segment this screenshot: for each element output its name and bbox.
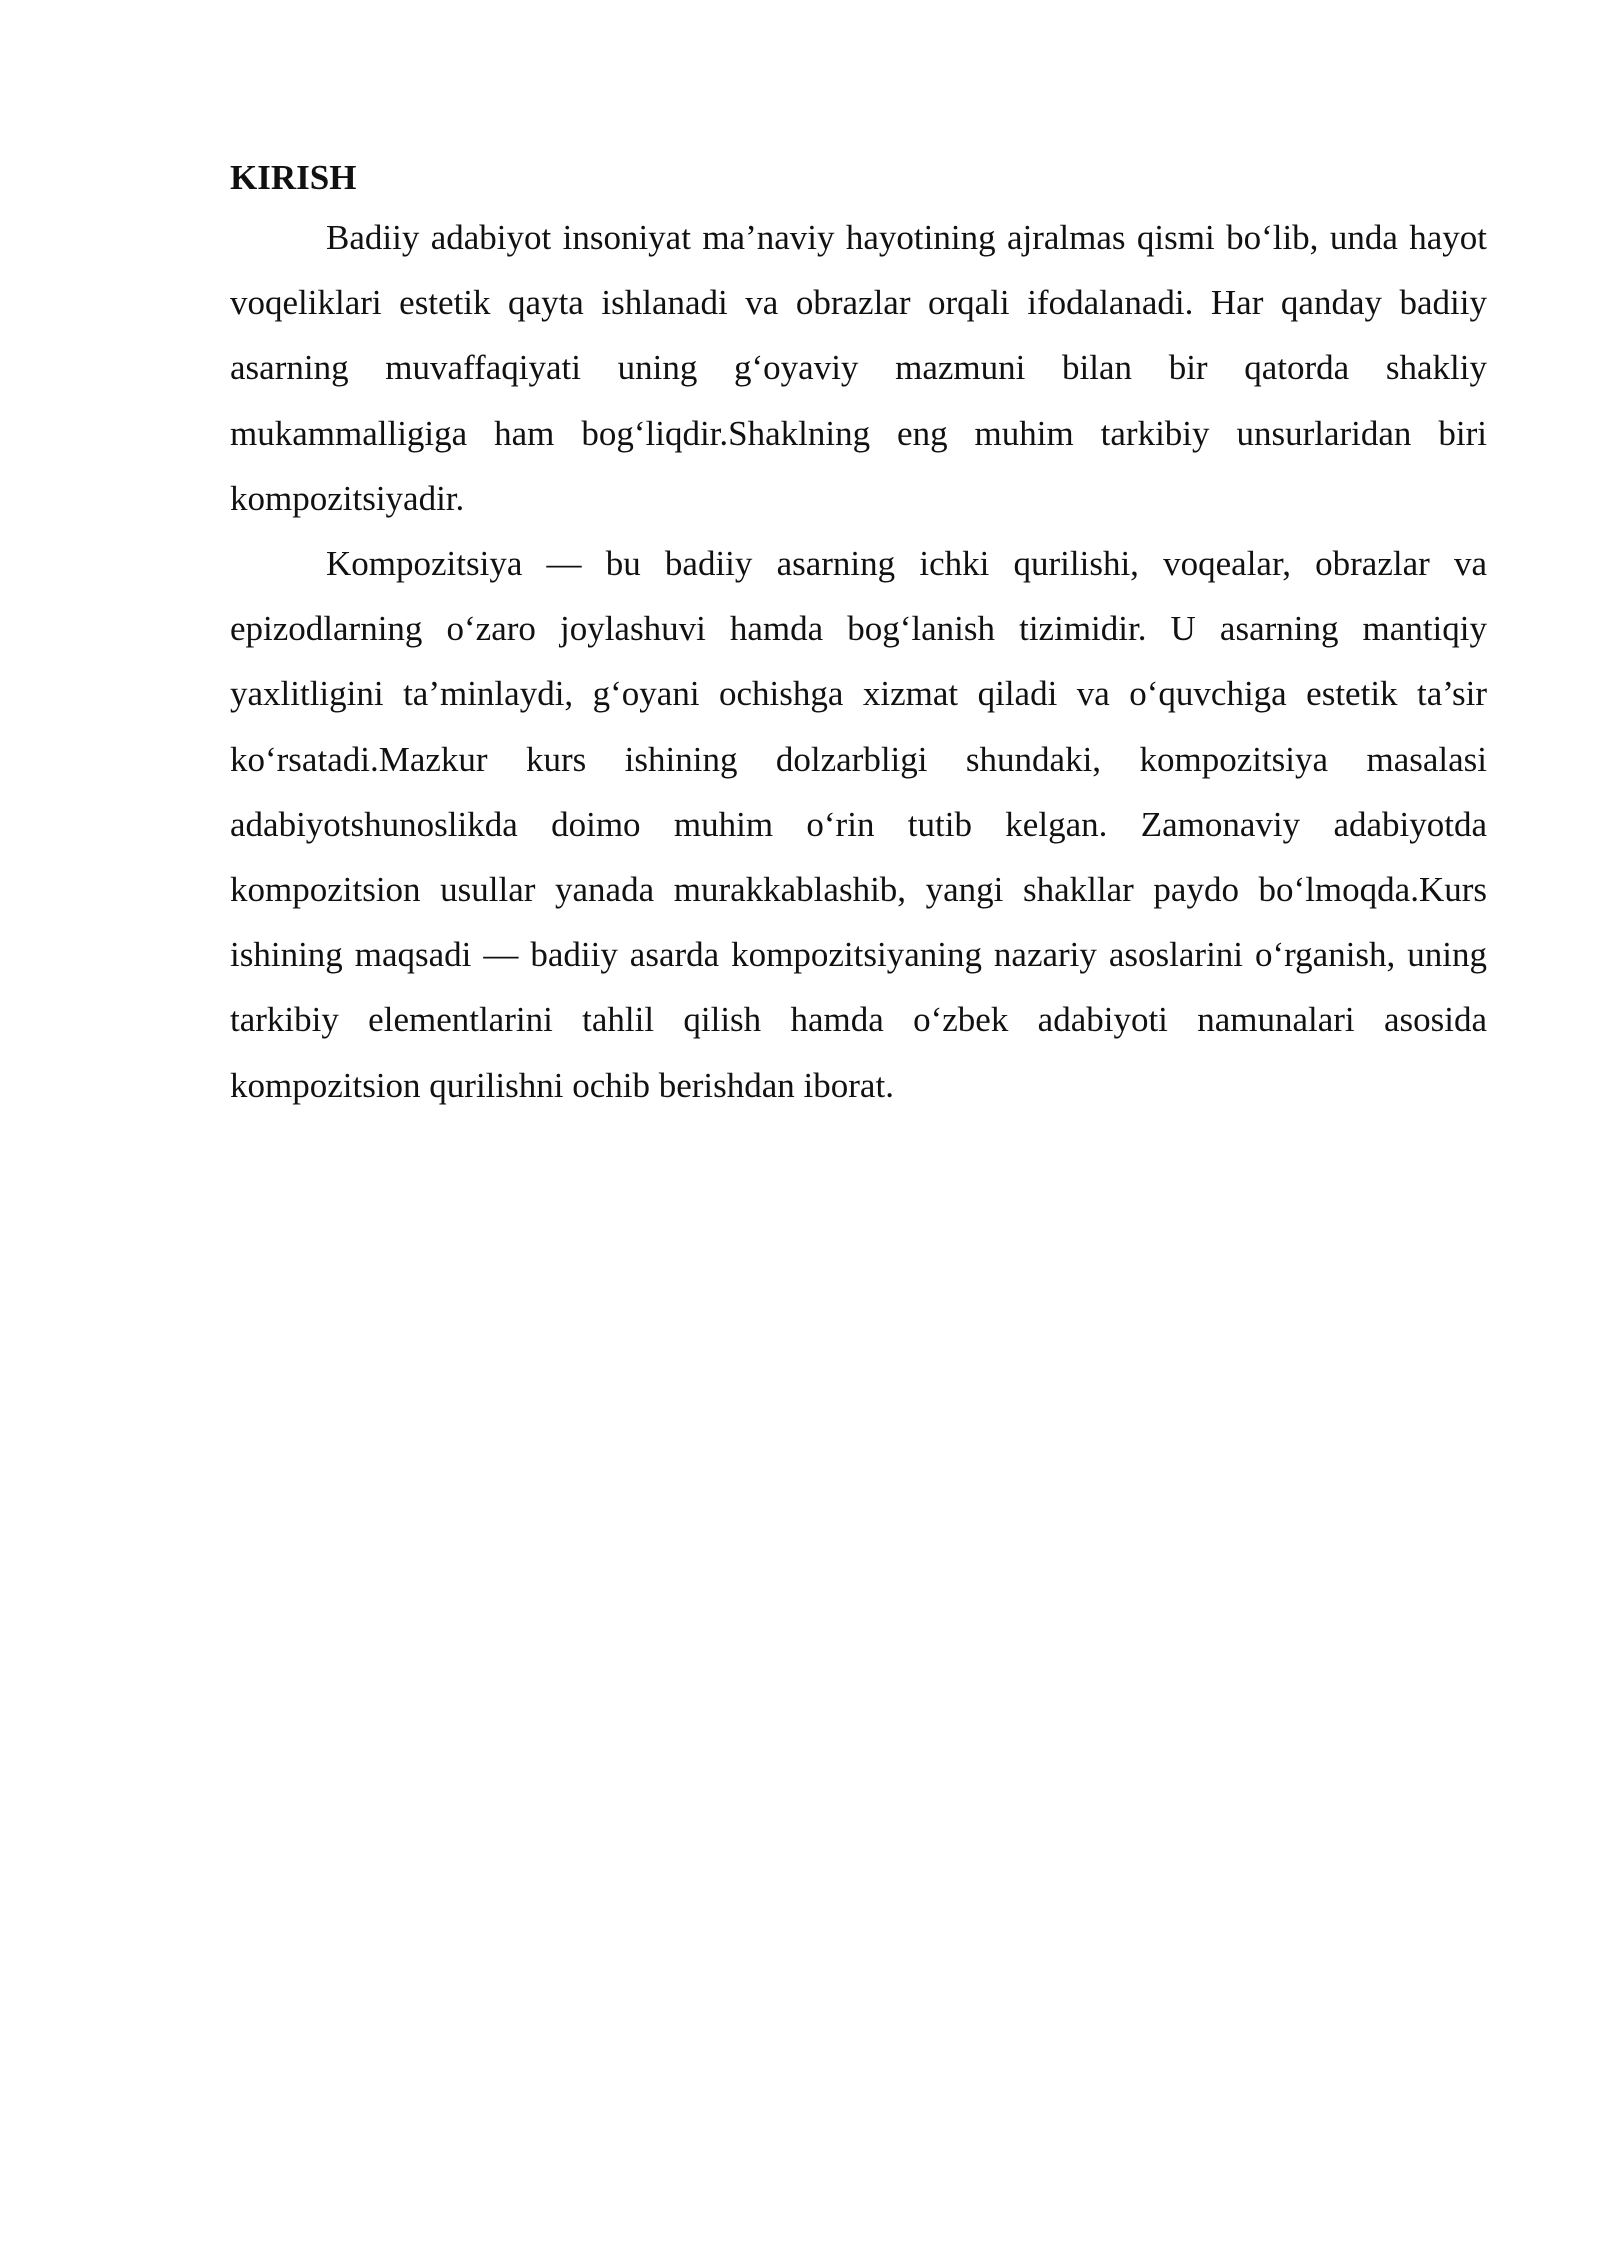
document-body xyxy=(230,150,1487,1118)
section-heading: KIRISH xyxy=(230,158,357,197)
paragraph-2: Kompozitsiya — bu badiiy asarning ichki qurilishi, voqealar, obrazlar va epizodlarning o‘zaro joylashuvi hamda bog‘lanish tizimidir. U asarning mantiqiy yaxlitligini ta’minlaydi, g‘oyani ochishga xizmat qiladi va o‘quvchiga estetik ta’sir ko‘rsatadi.Mazkur kurs ishining dolzarbligi shundaki, kompozitsiya masalasi adabiyotshunoslikda doimo muhim o‘rin tutib kelgan. Zamonaviy adabiyotda kompozitsion usullar yanada murakkablashib, yangi shakllar paydo bo‘lmoqda.Kurs ishining maqsadi — badiiy asarda kompozitsiyaning nazariy asoslarini o‘rganish, uning tarkibiy elementlarini tahlil qilish hamda o‘zbek adabiyoti namunalari asosida kompozitsion qurilishni ochib berishdan iborat. xyxy=(230,544,1487,1105)
paragraph-1: Badiiy adabiyot insoniyat ma’naviy hayotining ajralmas qismi bo‘lib, unda hayot voqeliklari estetik qayta ishlanadi va obrazlar orqali ifodalanadi. Har qanday badiiy asarning muvaffaqiyati uning g‘oyaviy mazmuni bilan bir qatorda shakliy mukammalligiga ham bog‘liqdir.Shaklning eng muhim tarkibiy unsurlaridan biri kompozitsiyadir. xyxy=(230,218,1487,518)
